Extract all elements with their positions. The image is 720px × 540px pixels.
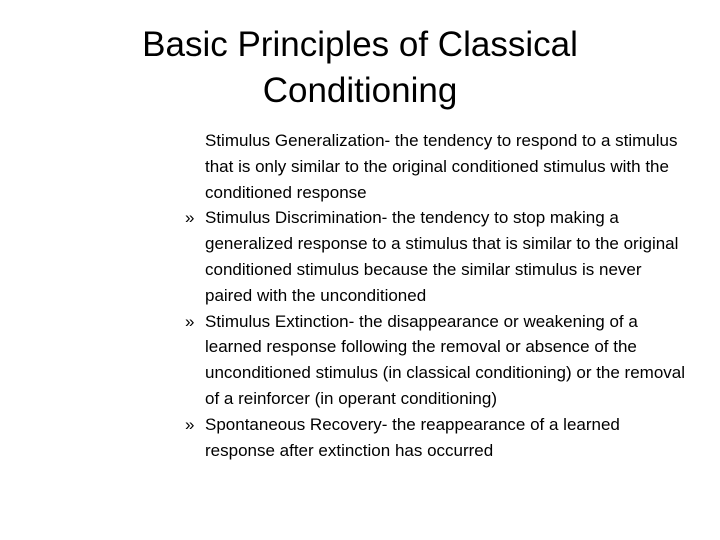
bullet-list [160, 128, 690, 463]
bullet-stimulus-generalization [160, 128, 690, 205]
bullet-text: Stimulus Generalization- the tendency to respond to a stimulus that is only similar to the original conditioned stimulus with the conditioned response [205, 131, 678, 202]
title-line-1: Basic Principles of Classical [142, 25, 578, 64]
bullet-marker-icon: » [185, 311, 195, 331]
bullet-text: Stimulus Extinction- the disappearance or weakening of a learned response following the removal or absence of the unconditioned stimulus (in classical conditioning) or the removal of a reinforcer (in operant conditioning) [205, 311, 686, 408]
bullet-marker-icon: » [185, 208, 195, 228]
bullet-text: Spontaneous Recovery- the reappearance of a learned response after extinction has occurred [205, 414, 620, 460]
bullet-text: Stimulus Discrimination- the tendency to stop making a generalized response to a stimulus that is similar to the original conditioned stimulus because the similar stimulus is never paired with the unconditioned [205, 208, 679, 305]
slide-title [60, 22, 660, 114]
bullet-marker-icon: » [185, 414, 195, 434]
bullet-stimulus-extinction [160, 309, 690, 412]
title-line-2: Conditioning [262, 71, 458, 110]
bullet-stimulus-discrimination [160, 205, 690, 308]
bullet-spontaneous-recovery [160, 412, 690, 464]
